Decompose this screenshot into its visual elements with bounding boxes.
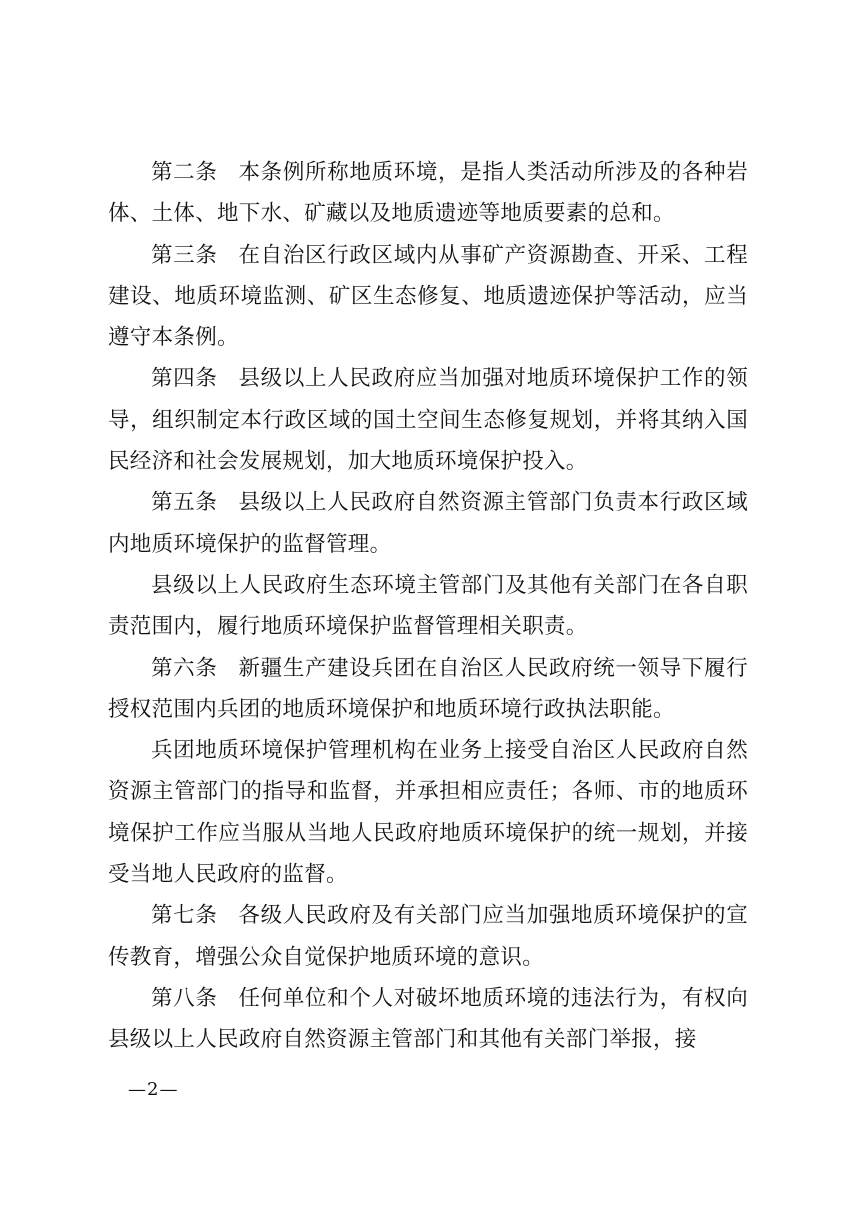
paragraph-text: 在自治区行政区域内从事矿产资源勘查、开采、工程建设、地质环境监测、矿区生态修复、地质遗迹保护等活动，应当遵守本条例。 (108, 242, 749, 351)
page-number: —2— (128, 1079, 179, 1100)
paragraph-text: 县级以上人民政府应当加强对地质环境保护工作的领导，组织制定本行政区域的国土空间生态修复规划，并将其纳入国民经济和社会发展规划，加大地质环境保护投入。 (108, 366, 749, 475)
article-number: 第四条 (151, 366, 218, 392)
document-body (108, 152, 748, 1061)
paragraph-article-4 (108, 358, 748, 482)
paragraph-text: 新疆生产建设兵团在自治区人民政府统一领导下履行授权范围内兵团的地质环境保护和地质环境行政执法职能。 (108, 655, 749, 722)
paragraph-text: 任何单位和个人对破坏地质环境的违法行为，有权向县级以上人民政府自然资源主管部门和其他有关部门举报，接 (108, 985, 749, 1053)
article-number: 第二条 (151, 160, 218, 185)
paragraph-article-3 (108, 235, 748, 359)
paragraph-article-2 (108, 152, 748, 235)
paragraph-text: 兵团地质环境保护管理机构在业务上接受自治区人民政府自然资源主管部门的指导和监督，并承担相应责任；各师、市的地质环境保护工作应当服从当地人民政府地质环境保护的统一规划，并接受当地人民政府的监督。 (108, 738, 748, 888)
article-number: 第八条 (151, 985, 218, 1011)
paragraph-article-7 (108, 895, 748, 978)
article-number: 第六条 (151, 655, 218, 681)
paragraph-article-5-clause-2 (108, 565, 748, 648)
paragraph-text: 县级以上人民政府自然资源主管部门负责本行政区域内地质环境保护的监督管理。 (108, 490, 749, 557)
paragraph-article-6-clause-2 (108, 730, 748, 895)
paragraph-article-6 (108, 648, 748, 731)
paragraph-article-8 (108, 978, 748, 1061)
paragraph-text: 本条例所称地质环境，是指人类活动所涉及的各种岩体、土体、地下水、矿藏以及地质遗迹等地质要素的总和。 (108, 160, 749, 227)
paragraph-text: 县级以上人民政府生态环境主管部门及其他有关部门在各自职责范围内，履行地质环境保护监督管理相关职责。 (108, 572, 748, 640)
article-number: 第三条 (151, 242, 218, 268)
paragraph-article-5 (108, 482, 748, 565)
article-number: 第七条 (151, 903, 218, 929)
paragraph-text: 各级人民政府及有关部门应当加强地质环境保护的宣传教育，增强公众自觉保护地质环境的意识。 (108, 903, 749, 970)
article-number: 第五条 (151, 490, 218, 516)
